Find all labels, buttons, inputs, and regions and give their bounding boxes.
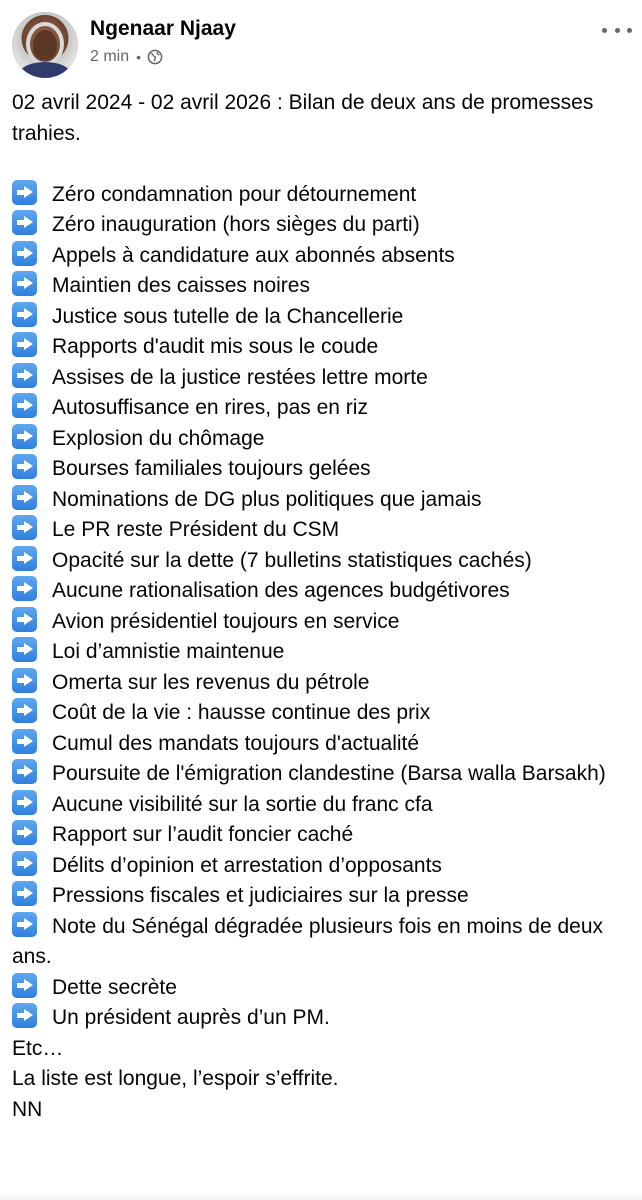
bottom-fade [0,1192,642,1200]
author-name[interactable]: Ngenaar Njaay [90,17,236,40]
closing-line: Etc… [12,1036,64,1060]
right-arrow-icon [12,454,37,479]
list-item-text: Zéro condamnation pour détournement [52,182,417,206]
list-item-text: Justice sous tutelle de la Chancellerie [52,304,404,328]
list-item-text: Rapport sur l’audit foncier caché [52,823,354,846]
right-arrow-icon [12,393,37,418]
list-item [12,332,624,363]
list-item [12,515,624,546]
list-item-text: Poursuite de l'émigration clandestine (Barsa walla Barsakh) [52,762,606,785]
list-item [12,302,624,333]
list-item-text: Le PR reste Président du CSM [52,518,340,541]
list-item [12,271,624,302]
globe-icon[interactable] [147,49,163,65]
list-item [12,790,624,821]
post-time[interactable]: 2 min [90,48,130,65]
list-item-text: Appels à candidature aux abonnés absents [52,243,455,267]
list-item-text: Bourses familiales toujours gelées [52,457,371,480]
list-item [12,363,624,394]
right-arrow-icon [12,668,37,693]
closing-line: NN [12,1097,43,1121]
list-item-text: Rapports d'audit mis sous le coude [52,335,379,358]
list-item-text: Cumul des mandats toujours d'actualité [52,731,420,755]
list-item-text: Un président auprès d’un PM. [52,1006,330,1029]
more-dot-icon [627,28,632,33]
right-arrow-icon [12,973,37,998]
right-arrow-icon [12,271,37,296]
author-avatar[interactable] [12,12,78,78]
list-item [12,180,624,211]
more-dot-icon [602,28,607,33]
list-item [12,607,624,638]
meta-separator: • [136,49,142,65]
list-item [12,546,624,577]
more-dot-icon [615,28,620,33]
list-item [12,851,624,882]
list-item-text: Opacité sur la dette (7 bulletins statistiques cachés) [52,548,532,572]
right-arrow-icon [12,820,37,845]
closing-line: La liste est longue, l’espoir s’effrite. [12,1067,339,1090]
right-arrow-icon [12,241,37,266]
post-closing [12,1034,624,1126]
right-arrow-icon [12,729,37,754]
list-item-text: Aucune rationalisation des agences budgétivores [52,579,510,602]
right-arrow-icon [12,363,37,388]
right-arrow-icon [12,546,37,571]
right-arrow-icon [12,698,37,723]
post-meta [90,48,163,66]
list-item-text: Zéro inauguration (hors sièges du parti) [52,213,420,236]
list-item [12,668,624,699]
avatar-suit-shape [20,62,70,78]
more-options-button[interactable] [602,18,632,42]
list-item [12,881,624,912]
right-arrow-icon [12,180,37,205]
list-item-text: Pressions fiscales et judiciaires sur la presse [52,884,469,907]
right-arrow-icon [12,637,37,662]
list-item-text: Maintien des caisses noires [52,274,310,297]
list-item-text: Délits d’opinion et arrestation d’opposants [52,853,442,877]
right-arrow-icon [12,1003,37,1028]
right-arrow-icon [12,912,37,937]
right-arrow-icon [12,332,37,357]
list-item [12,729,624,760]
list-item [12,759,624,790]
list-item [12,454,624,485]
list-item [12,912,624,973]
list-item [12,485,624,516]
list-item [12,424,624,455]
list-item-text: Dette secrète [52,975,177,999]
right-arrow-icon [12,302,37,327]
list-item [12,973,624,1004]
right-arrow-icon [12,607,37,632]
list-item-text: Avion présidentiel toujours en service [52,609,400,633]
list-item-text: Explosion du chômage [52,426,265,450]
list-item [12,820,624,851]
list-item-text: Autosuffisance en rires, pas en riz [52,396,368,419]
right-arrow-icon [12,576,37,601]
post-header [0,0,642,80]
list-item [12,576,624,607]
list-item [12,1003,624,1034]
list-item [12,210,624,241]
list-item-text: Assises de la justice restées lettre morte [52,365,428,389]
right-arrow-icon [12,424,37,449]
list-item-text: Nominations de DG plus politiques que jamais [52,487,482,511]
list-item-text: Aucune visibilité sur la sortie du franc cfa [52,792,433,816]
right-arrow-icon [12,759,37,784]
right-arrow-icon [12,515,37,540]
list-item-text: Omerta sur les revenus du pétrole [52,670,370,694]
avatar-face-shape [33,30,57,60]
list-item-text: Coût de la vie : hausse continue des prix [52,701,431,724]
list-item-text: Loi d’amnistie maintenue [52,640,285,663]
list-item-text: Note du Sénégal dégradée plusieurs fois en moins de deux ans. [12,914,604,968]
paragraph-gap [12,149,624,180]
promise-list [12,180,624,1034]
right-arrow-icon [12,790,37,815]
post-intro: 02 avril 2024 - 02 avril 2026 : Bilan de deux ans de promesses trahies. [12,91,594,145]
list-item [12,698,624,729]
right-arrow-icon [12,210,37,235]
list-item [12,241,624,272]
right-arrow-icon [12,485,37,510]
post-body [12,88,624,1125]
right-arrow-icon [12,881,37,906]
right-arrow-icon [12,851,37,876]
list-item [12,393,624,424]
list-item [12,637,624,668]
